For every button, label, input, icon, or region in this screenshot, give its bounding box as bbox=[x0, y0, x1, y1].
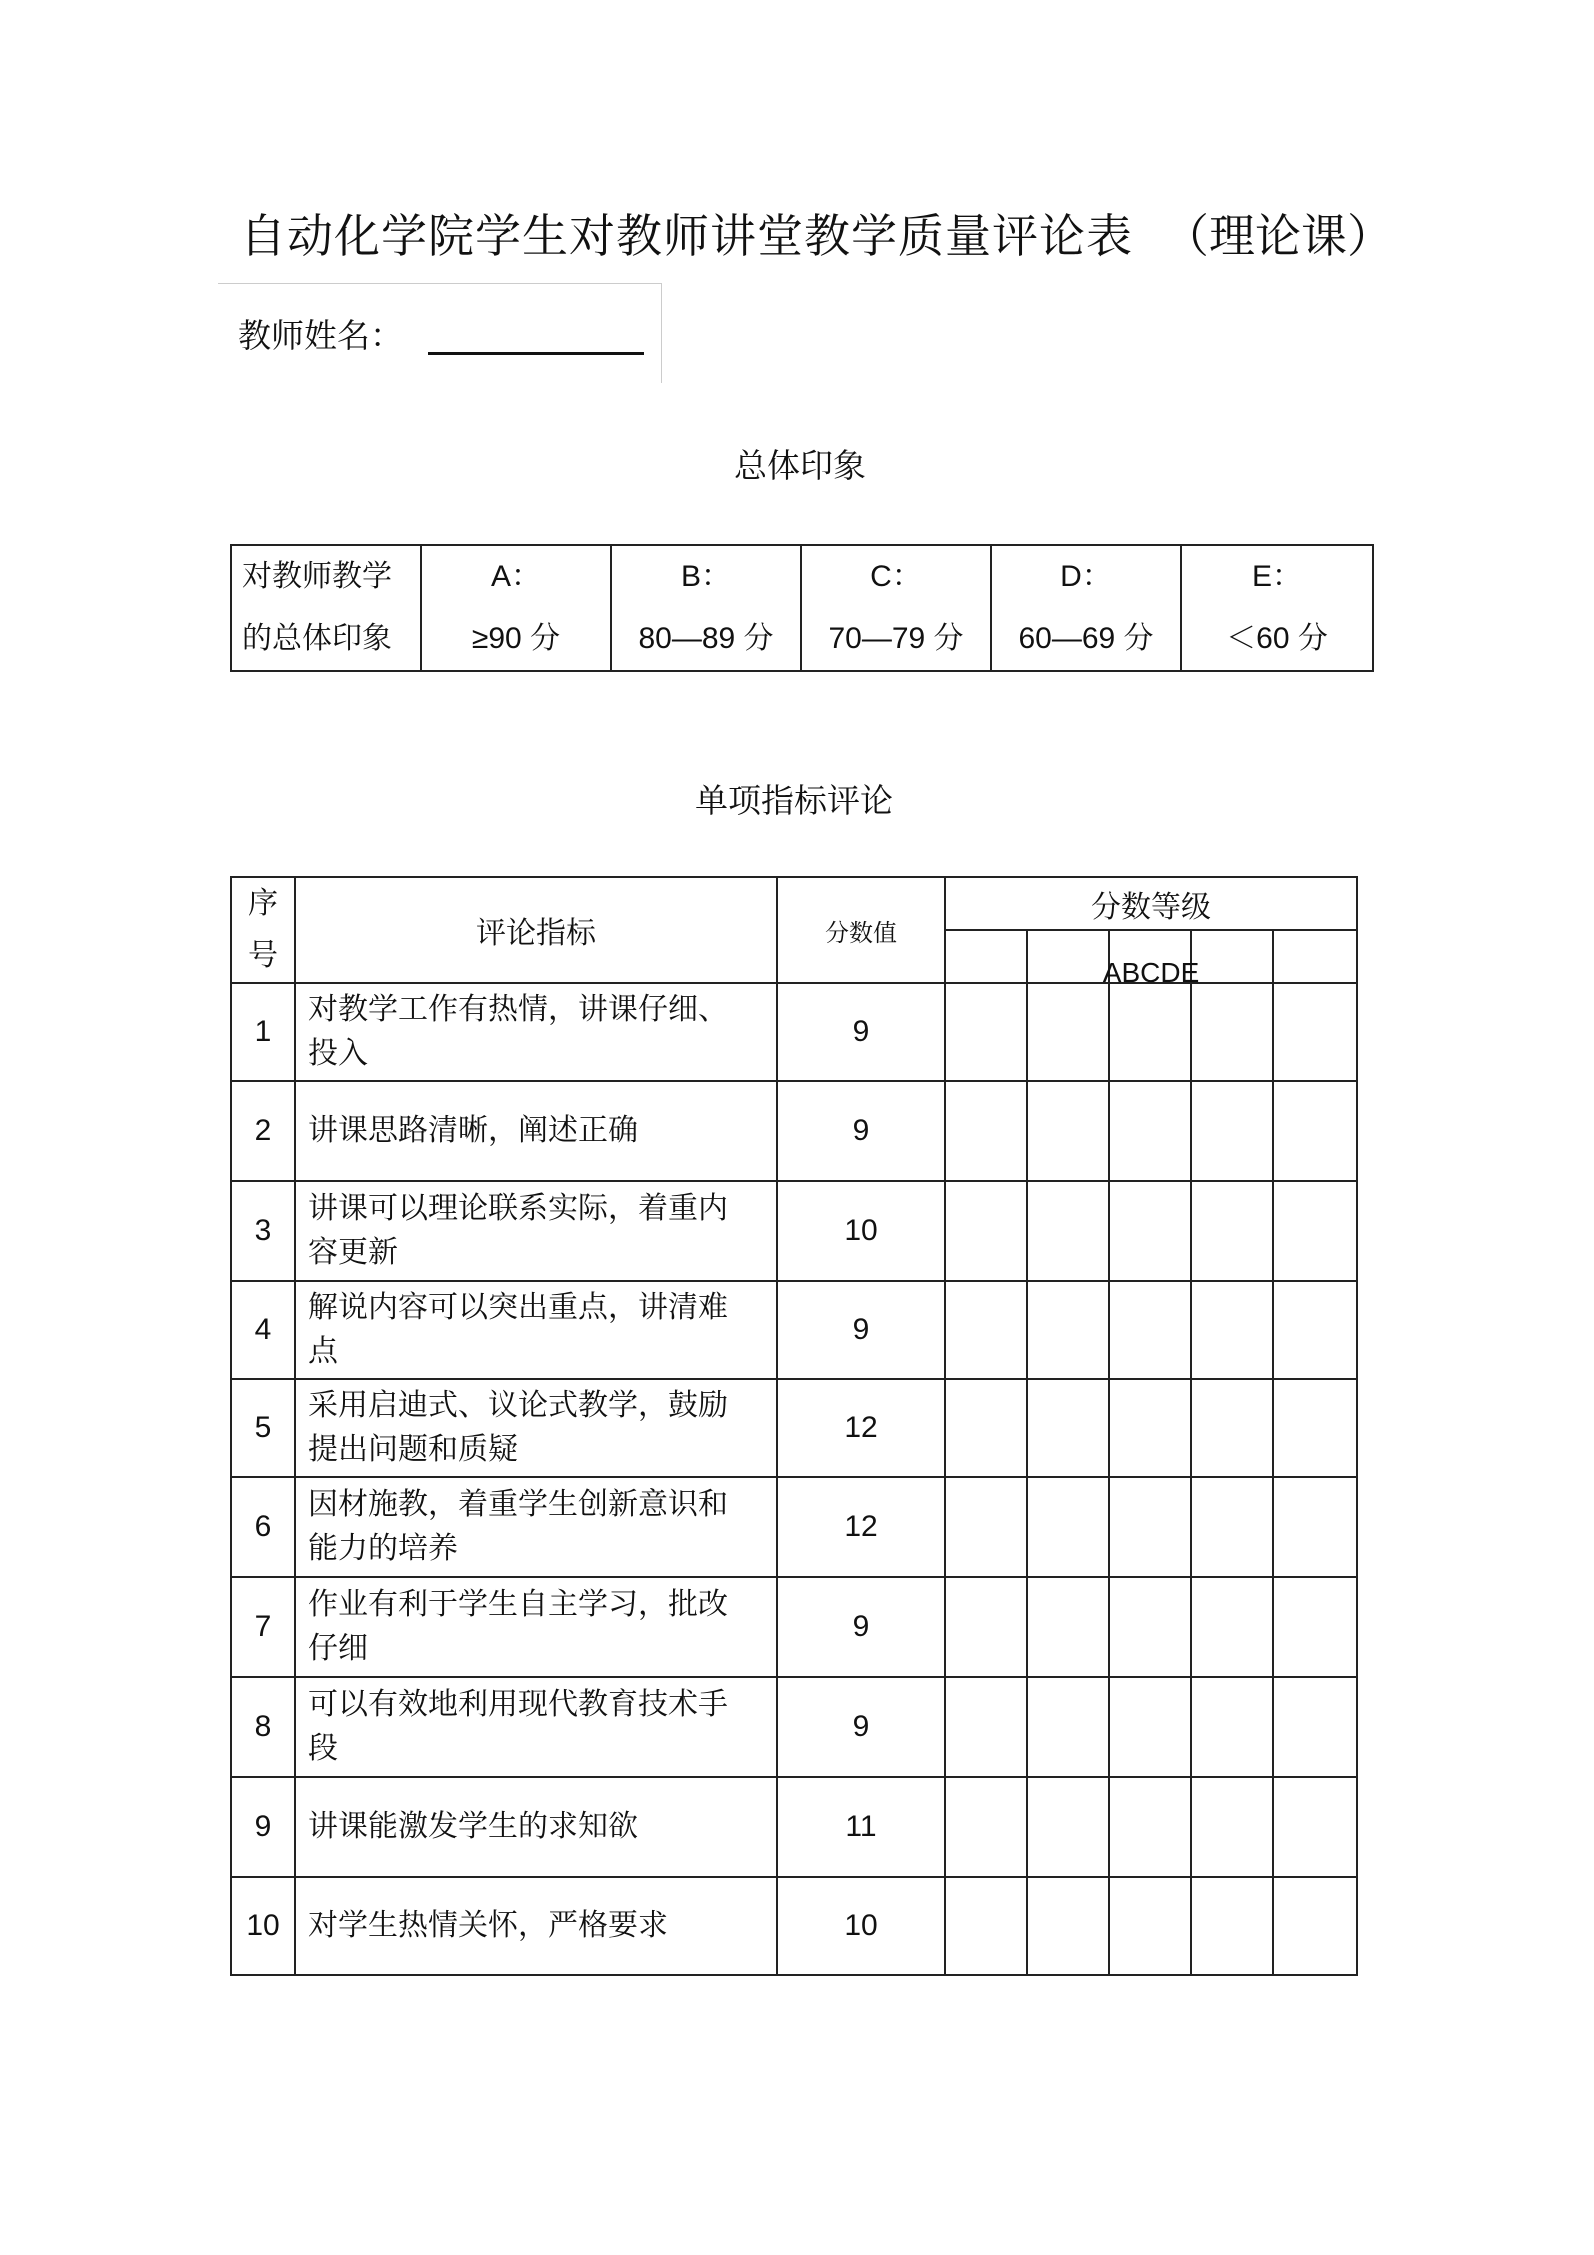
grade-range: 60—69 分 bbox=[1018, 622, 1154, 655]
row-seq: 5 bbox=[231, 1379, 295, 1477]
overall-label-cell bbox=[231, 545, 421, 671]
overall-impression-table bbox=[230, 544, 1374, 672]
grade-box-c[interactable] bbox=[1109, 1281, 1191, 1379]
grade-box-e[interactable] bbox=[1273, 1281, 1357, 1379]
header-seq-line1: 序 bbox=[248, 886, 278, 921]
grade-range: 80—89 分 bbox=[638, 622, 774, 655]
grade-letter: B： bbox=[680, 560, 731, 593]
grade-box-d[interactable] bbox=[1191, 1777, 1273, 1877]
grade-box-d[interactable] bbox=[1191, 1081, 1273, 1181]
overall-label-line2: 的总体印象 bbox=[242, 621, 392, 656]
grade-range: ≥90 分 bbox=[471, 622, 561, 655]
grade-option-a[interactable] bbox=[421, 545, 611, 671]
row-seq: 4 bbox=[231, 1281, 295, 1379]
grade-box-e[interactable] bbox=[1273, 1477, 1357, 1577]
table-row bbox=[231, 1777, 1357, 1877]
row-score: 12 bbox=[777, 1379, 945, 1477]
grade-letter: D： bbox=[1060, 560, 1112, 593]
row-seq: 7 bbox=[231, 1577, 295, 1677]
table-row bbox=[231, 1281, 1357, 1379]
table-row bbox=[231, 983, 1357, 1081]
row-indicator: 因材施教，着重学生创新意识和能力的培养 bbox=[295, 1477, 777, 1577]
grade-box-a[interactable] bbox=[945, 983, 1027, 1081]
grade-letter: A： bbox=[490, 560, 541, 593]
grade-box-b[interactable] bbox=[1027, 1477, 1109, 1577]
row-score: 10 bbox=[777, 1181, 945, 1281]
grade-option-d[interactable] bbox=[991, 545, 1181, 671]
table-row bbox=[231, 1181, 1357, 1281]
grade-box-a[interactable] bbox=[945, 1181, 1027, 1281]
grade-box-a[interactable] bbox=[945, 1379, 1027, 1477]
grade-option-e[interactable] bbox=[1181, 545, 1373, 671]
row-indicator: 可以有效地利用现代教育技术手段 bbox=[295, 1677, 777, 1777]
grade-box-a[interactable] bbox=[945, 1577, 1027, 1677]
row-score: 9 bbox=[777, 1677, 945, 1777]
overall-impression-heading: 总体印象 bbox=[734, 446, 866, 485]
overall-label-line1: 对教师教学 bbox=[242, 559, 392, 594]
grade-box-c[interactable] bbox=[1109, 1577, 1191, 1677]
grade-box-c[interactable] bbox=[1109, 1777, 1191, 1877]
table-row bbox=[231, 1677, 1357, 1777]
grade-box-d[interactable] bbox=[1191, 1577, 1273, 1677]
grade-box-b[interactable] bbox=[1027, 983, 1109, 1081]
row-indicator: 采用启迪式、议论式教学，鼓励提出问题和质疑 bbox=[295, 1379, 777, 1477]
header-grade-letters: ABCDE bbox=[1102, 956, 1200, 988]
grade-box-a[interactable] bbox=[945, 1477, 1027, 1577]
row-score: 9 bbox=[777, 1281, 945, 1379]
grade-box-c[interactable] bbox=[1109, 1379, 1191, 1477]
grade-box-d[interactable] bbox=[1191, 1477, 1273, 1577]
grade-box-d[interactable] bbox=[1191, 1281, 1273, 1379]
page-title-suffix: （理论课） bbox=[1163, 209, 1393, 263]
grade-box-c[interactable] bbox=[1109, 1677, 1191, 1777]
row-indicator: 解说内容可以突出重点，讲清难点 bbox=[295, 1281, 777, 1379]
grade-option-b[interactable] bbox=[611, 545, 801, 671]
grade-box-a[interactable] bbox=[945, 1081, 1027, 1181]
teacher-name-field[interactable] bbox=[428, 352, 644, 355]
row-indicator: 讲课能激发学生的求知欲 bbox=[295, 1777, 777, 1877]
row-seq: 6 bbox=[231, 1477, 295, 1577]
grade-box-b[interactable] bbox=[1027, 1677, 1109, 1777]
grade-range: 70—79 分 bbox=[828, 622, 964, 655]
grade-box-e[interactable] bbox=[1273, 1379, 1357, 1477]
row-score: 10 bbox=[777, 1877, 945, 1975]
grade-box-e[interactable] bbox=[1273, 1181, 1357, 1281]
row-indicator: 讲课思路清晰，阐述正确 bbox=[295, 1081, 777, 1181]
header-seq-line2: 号 bbox=[248, 938, 278, 973]
table-row bbox=[231, 1379, 1357, 1477]
header-grade-letters-cell bbox=[945, 930, 1357, 988]
grade-box-c[interactable] bbox=[1109, 1877, 1191, 1975]
row-indicator: 对教学工作有热情，讲课仔细、投入 bbox=[295, 983, 777, 1081]
header-indicator: 评论指标 bbox=[295, 877, 777, 983]
header-grade-level: 分数等级 bbox=[945, 877, 1357, 930]
header-score: 分数值 bbox=[777, 877, 945, 983]
grade-box-b[interactable] bbox=[1027, 1081, 1109, 1181]
grade-box-b[interactable] bbox=[1027, 1777, 1109, 1877]
grade-box-c[interactable] bbox=[1109, 1477, 1191, 1577]
row-indicator: 作业有利于学生自主学习，批改仔细 bbox=[295, 1577, 777, 1677]
row-seq: 9 bbox=[231, 1777, 295, 1877]
row-seq: 10 bbox=[231, 1877, 295, 1975]
row-seq: 8 bbox=[231, 1677, 295, 1777]
grade-box-b[interactable] bbox=[1027, 1181, 1109, 1281]
table-row bbox=[231, 1577, 1357, 1677]
grade-box-e[interactable] bbox=[1273, 1577, 1357, 1677]
row-score: 9 bbox=[777, 983, 945, 1081]
grade-range: ＜60 分 bbox=[1226, 622, 1328, 655]
header-seq bbox=[231, 877, 295, 983]
grade-box-a[interactable] bbox=[945, 1877, 1027, 1975]
grade-letter: E： bbox=[1251, 560, 1302, 593]
row-seq: 3 bbox=[231, 1181, 295, 1281]
grade-box-b[interactable] bbox=[1027, 1281, 1109, 1379]
grade-box-c[interactable] bbox=[1109, 1081, 1191, 1181]
grade-box-e[interactable] bbox=[1273, 1777, 1357, 1877]
grade-box-d[interactable] bbox=[1191, 1181, 1273, 1281]
grade-box-e[interactable] bbox=[1273, 1081, 1357, 1181]
row-indicator: 对学生热情关怀，严格要求 bbox=[295, 1877, 777, 1975]
grade-box-a[interactable] bbox=[945, 1777, 1027, 1877]
item-evaluation-heading: 单项指标评论 bbox=[695, 781, 893, 820]
row-score: 9 bbox=[777, 1577, 945, 1677]
grade-box-d[interactable] bbox=[1191, 1877, 1273, 1975]
grade-box-e[interactable] bbox=[1273, 983, 1357, 1081]
row-score: 9 bbox=[777, 1081, 945, 1181]
table-row bbox=[231, 1877, 1357, 1975]
grade-box-c[interactable] bbox=[1109, 1181, 1191, 1281]
grade-box-b[interactable] bbox=[1027, 1577, 1109, 1677]
grade-box-d[interactable] bbox=[1191, 1677, 1273, 1777]
grade-box-d[interactable] bbox=[1191, 983, 1273, 1081]
row-score: 11 bbox=[777, 1777, 945, 1877]
row-seq: 1 bbox=[231, 983, 295, 1081]
grade-box-b[interactable] bbox=[1027, 1877, 1109, 1975]
row-score: 12 bbox=[777, 1477, 945, 1577]
item-evaluation-table bbox=[230, 876, 1358, 1976]
grade-box-e[interactable] bbox=[1273, 1877, 1357, 1975]
teacher-name-label: 教师姓名： bbox=[238, 316, 403, 355]
row-indicator: 讲课可以理论联系实际，着重内容更新 bbox=[295, 1181, 777, 1281]
row-seq: 2 bbox=[231, 1081, 295, 1181]
table-row bbox=[231, 1477, 1357, 1577]
grade-box-a[interactable] bbox=[945, 1677, 1027, 1777]
grade-box-c[interactable] bbox=[1109, 983, 1191, 1081]
table-row bbox=[231, 1081, 1357, 1181]
grade-box-e[interactable] bbox=[1273, 1677, 1357, 1777]
grade-option-c[interactable] bbox=[801, 545, 991, 671]
grade-box-a[interactable] bbox=[945, 1281, 1027, 1379]
grade-box-d[interactable] bbox=[1191, 1379, 1273, 1477]
grade-letter: C： bbox=[870, 560, 922, 593]
grade-box-b[interactable] bbox=[1027, 1379, 1109, 1477]
page-title: 自动化学院学生对教师讲堂教学质量评论表 bbox=[240, 209, 1133, 263]
